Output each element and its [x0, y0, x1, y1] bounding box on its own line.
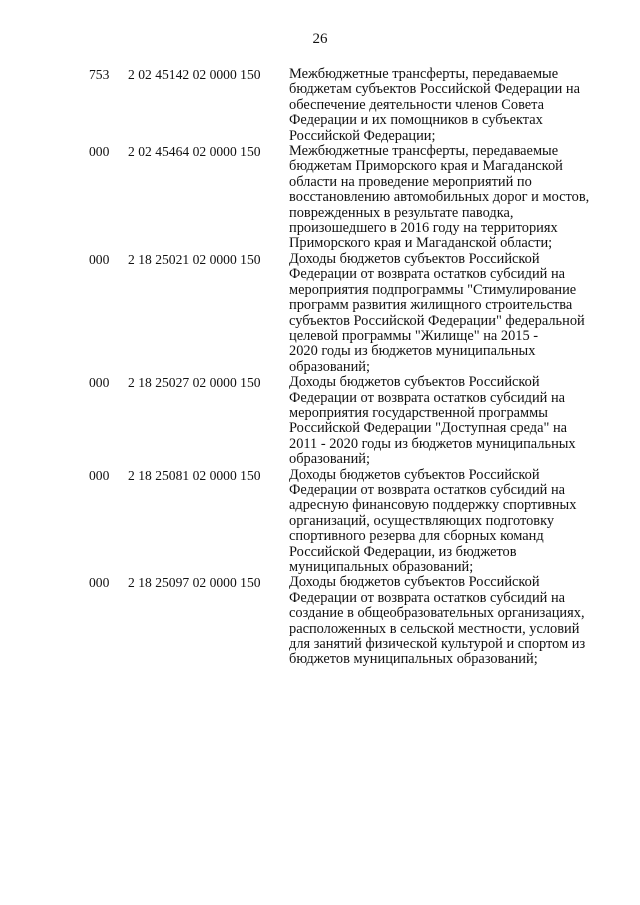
table-row [0, 575, 640, 667]
description-line: расположенных в сельской местности, условий [289, 620, 580, 637]
administrator-code: 000 [89, 375, 110, 391]
description-line: организаций, осуществляющих подготовку [289, 512, 555, 529]
income-description [289, 575, 585, 667]
description-line: мероприятия государственной программы [289, 404, 548, 421]
description-line: создание в общеобразовательных организациях, [289, 605, 585, 622]
administrator-code: 753 [89, 67, 110, 82]
budget-classification-code: 2 18 25021 02 0000 150 [128, 251, 261, 267]
description-line: Федерации и их помощников в субъектах [289, 112, 543, 129]
description-line: Российской Федерации "Доступная среда" на [289, 420, 568, 437]
description-line: Федерации от возврата остатков субсидий на [289, 389, 566, 406]
description-line: муниципальных образований; [289, 559, 474, 575]
budget-classification-code: 2 02 45142 02 0000 150 [128, 67, 261, 82]
description-line: Доходы бюджетов субъектов Российской [289, 466, 540, 483]
description-line: Доходы бюджетов субъектов Российской [289, 374, 540, 391]
description-line: 2020 годы из бюджетов муниципальных [289, 343, 536, 360]
description-line: Доходы бюджетов субъектов Российской [289, 250, 540, 267]
table-row [0, 468, 640, 576]
income-description [289, 252, 585, 375]
description-line: целевой программы "Жилище" на 2015 - [289, 327, 539, 344]
table-row [0, 67, 640, 144]
description-line: Федерации от возврата остатков субсидий на [289, 266, 566, 283]
administrator-code: 000 [89, 144, 110, 160]
page-number: 26 [312, 31, 328, 47]
income-description [289, 143, 590, 252]
description-line: Федерации от возврата остатков субсидий на [289, 589, 566, 606]
description-line: Приморского края и Магаданской области; [289, 235, 553, 252]
description-line: образований; [289, 451, 370, 468]
budget-classification-code: 2 18 25027 02 0000 150 [128, 375, 261, 391]
description-line: Российской Федерации, из бюджетов [289, 543, 517, 560]
table-row [0, 252, 640, 375]
description-line: бюджетам Приморского края и Магаданской [289, 158, 563, 175]
description-line: бюджетов муниципальных образований; [289, 651, 538, 668]
income-description [289, 375, 585, 467]
description-line: субъектов Российской Федерации" федеральной [289, 312, 585, 329]
description-line: спортивного резерва для сборных команд [289, 528, 544, 545]
description-line: мероприятия подпрограммы "Стимулирование [289, 281, 577, 298]
table-row [0, 375, 640, 467]
description-line: для занятий физической культурой и спортом из [289, 636, 586, 653]
description-line: программ развития жилищного строительства [289, 297, 573, 314]
budget-classification-code: 2 18 25081 02 0000 150 [128, 467, 261, 483]
description-line: бюджетам субъектов Российской Федерации на [289, 81, 581, 98]
administrator-code: 000 [89, 575, 110, 591]
description-line: обеспечение деятельности членов Совета [289, 96, 545, 113]
description-line: восстановлению автомобильных дорог и мостов, [289, 189, 590, 206]
classification-table [0, 67, 640, 668]
description-line: произошедшего в 2016 году на территориях [289, 220, 558, 237]
description-line: Доходы бюджетов субъектов Российской [289, 574, 540, 591]
administrator-code: 000 [89, 467, 110, 483]
table-row [0, 144, 640, 252]
budget-classification-code: 2 02 45464 02 0000 150 [128, 144, 261, 160]
description-line: Межбюджетные трансферты, передаваемые [289, 66, 559, 82]
income-description [289, 67, 585, 144]
description-line: Федерации от возврата остатков субсидий на [289, 481, 566, 498]
description-line: области на проведение мероприятий по [289, 173, 532, 190]
description-line: 2011 - 2020 годы из бюджетов муниципальных [289, 435, 576, 452]
description-line: образований; [289, 358, 370, 375]
description-line: Российской Федерации; [289, 127, 436, 144]
description-line: Межбюджетные трансферты, передаваемые [289, 143, 559, 160]
description-line: поврежденных в результате паводка, [289, 204, 514, 221]
administrator-code: 000 [89, 251, 110, 267]
budget-classification-code: 2 18 25097 02 0000 150 [128, 575, 261, 591]
income-description [289, 468, 585, 576]
description-line: адресную финансовую поддержку спортивных [289, 497, 577, 514]
